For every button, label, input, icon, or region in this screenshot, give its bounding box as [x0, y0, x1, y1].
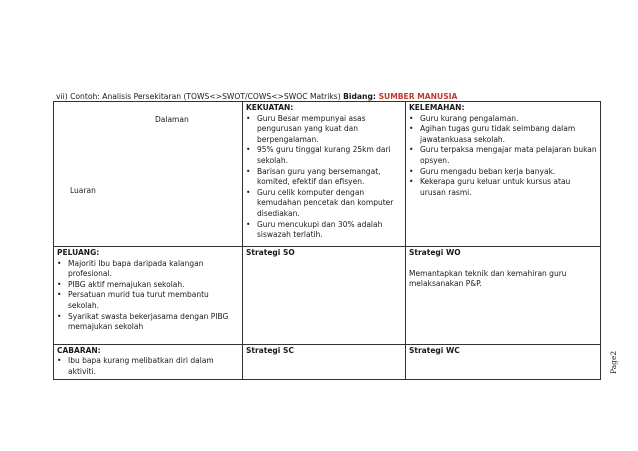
- page-number: Page2: [609, 350, 618, 374]
- luaran-label: Luaran: [70, 186, 96, 195]
- list-item: • Majoriti Ibu bapa daripada kalangan profesional.: [57, 259, 239, 280]
- caption-bidang-label: Bidang:: [343, 92, 379, 101]
- peluang-heading: PELUANG:: [57, 248, 100, 257]
- strategi-wo-cell: [406, 247, 601, 345]
- strategi-sc-cell: [243, 344, 406, 379]
- caption-subject: SUMBER MANUSIA: [378, 92, 458, 101]
- list-item: • Guru kurang pengalaman.: [409, 114, 597, 125]
- cabaran-heading: CABARAN:: [57, 345, 101, 355]
- list-item: • Guru celik komputer dengan kemudahan pencetak dan komputer disediakan.: [246, 188, 402, 220]
- peluang-cell: [54, 247, 243, 345]
- cabaran-list: [57, 356, 239, 377]
- list-item: • Ibu bapa kurang melibatkan diri dalam aktiviti.: [57, 356, 239, 377]
- list-item: • PIBG aktif memajukan sekolah.: [57, 280, 239, 291]
- kekuatan-heading: KEKUATAN:: [246, 103, 294, 112]
- swot-matrix-table: [53, 101, 601, 380]
- caption-prefix: vii) Contoh: Analisis Persekitaran (TOWS<>SWOT/COWS<>SWOC Matriks): [56, 92, 344, 101]
- dalaman-label: Dalaman: [155, 115, 189, 124]
- strategi-wo-heading: Strategi WO: [409, 248, 461, 257]
- list-item: • Guru terpaksa mengajar mata pelajaran bukan opsyen.: [409, 145, 597, 166]
- list-item: • Guru mengadu beban kerja banyak.: [409, 167, 597, 178]
- list-item: • Syarikat swasta bekerjasama dengan PIBG memajukan sekolah: [57, 312, 239, 333]
- strategi-so-cell: [243, 247, 406, 345]
- kekuatan-cell: [243, 102, 406, 247]
- list-item: • Guru Besar mempunyai asas pengurusan yang kuat dan berpengalaman.: [246, 114, 402, 146]
- strategi-so-heading: Strategi SO: [246, 248, 295, 257]
- strategi-sc-heading: Strategi SC: [246, 345, 294, 355]
- matrix-row-cabaran: [54, 344, 601, 379]
- list-item: • Guru mencukupi dan 30% adalah siswazah terlatih.: [246, 220, 402, 241]
- kelemahan-heading: KELEMAHAN:: [409, 103, 465, 112]
- matrix-row-internal: [54, 102, 601, 247]
- kelemahan-list: [409, 114, 597, 199]
- matrix-row-peluang: [54, 247, 601, 345]
- list-item: • Persatuan murid tua turut membantu sekolah.: [57, 290, 239, 311]
- kekuatan-list: [246, 114, 402, 241]
- strategi-wc-cell: [406, 344, 601, 379]
- peluang-list: [57, 259, 239, 333]
- list-item: • Agihan tugas guru tidak seimbang dalam jawatankuasa sekolah.: [409, 124, 597, 145]
- kelemahan-cell: [406, 102, 601, 247]
- cabaran-cell: [54, 344, 243, 379]
- strategi-wc-heading: Strategi WC: [409, 345, 460, 355]
- corner-cell: [54, 102, 243, 247]
- strategi-wo-text: Memantapkan teknik dan kemahiran guru melaksanakan P&P.: [409, 268, 567, 289]
- list-item: • Kekerapa guru keluar untuk kursus atau urusan rasmi.: [409, 177, 597, 198]
- list-item: • Barisan guru yang bersemangat, komited, efektif dan efisyen.: [246, 167, 402, 188]
- list-item: • 95% guru tinggal kurang 25km dari sekolah.: [246, 145, 402, 166]
